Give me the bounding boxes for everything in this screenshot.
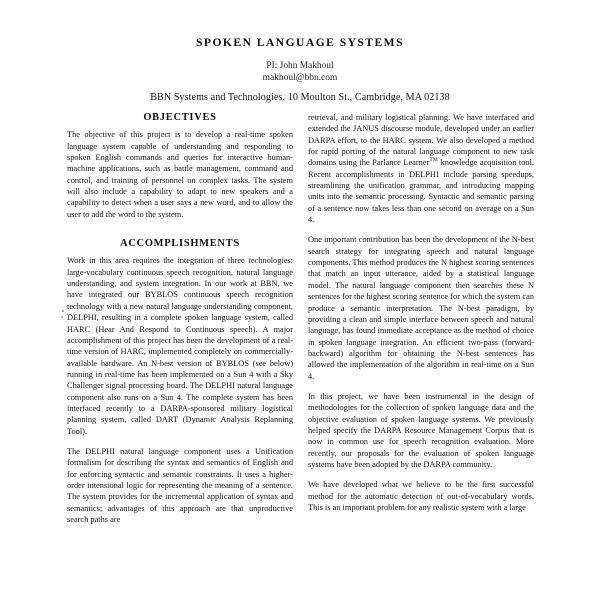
author-block (0, 60, 600, 85)
scan-artifact-speck-secondary (61, 316, 63, 318)
trademark-symbol: TM (429, 157, 439, 164)
column-right (308, 112, 534, 513)
right-paragraph-4: We have developed what we believe to be the first successful method for the automatic detection of out-of-vocabulary words. This is an important problem for any realistic system with a large (308, 480, 534, 512)
right-paragraph-1 (308, 112, 534, 225)
objectives-paragraph-1: The objective of this project is to develop a real-time spoken language system capable of understanding and responding to spoken English commands and queries for interactive human-machine applications, such as battle management, command and control, and training of personnel on complex tasks. The system will also include a capability to adapt to new speakers and a capability to detect when a user says a new word, and to allow the user to add the word to the system. (67, 130, 293, 219)
right-paragraph-3: In this project, we have been instrumental in the design of methodologies for the collection of spoken language data and the objective evaluation of spoken language systems. We previously helped specify the DARPA Resource Management Corpus that is now in common use for speech recognition evaluation. More recently, our proposals for the evaluation of spoken language systems have been adopted by the DARPA community. (308, 391, 534, 469)
right-paragraph-1-text-before-trademark: retrieval, and military logistical planning. We have interfaced and extended the JANUS discourse module, developed under an earlier DARPA effort, to the HARC system. We also developed a method for rapid porting of the natural language component to new task domains using the Parlance Learner (308, 113, 534, 168)
column-left (67, 112, 293, 525)
accomplishments-paragraph-1: Work in this area requires the integration of three technologies: large-vocabulary continuous speech recognition, natural language understanding, and system integration. In our work at BBN, we have integrated our BYBLOS continuous speech recognition technology with a new natural language understanding component, DELPHI, resulting in a complete spoken language system, called HARC (Hear And Respond to Continuous speech). A major accomplishment of this project has been the development of a real-time version of HARC, implemented completely on commercially-available hardware. An N-best version of BYBLOS (see below) running in real-time has been implemented on a Sun 4 with a Sky Challenger signal processing board. The DELPHI natural language component also runs on a Sun 4. The complete system has been interfaced recently to a DARPA-sponsored military logistical planning system, called DART (Dynamic Analysis Replanning Tool). (67, 256, 293, 436)
accomplishments-paragraph-2: The DELPHI natural language component uses a Unification formalism for describing the syntax and semantics of English and for enforcing syntactic and semantic constraints. It uses a higher-order intensional logic for representing the meaning of a sentence. The system provides for the incremental application of syntax and semantics; advantages of this approach are that unproductive search paths are (67, 446, 293, 524)
page-title: SPOKEN LANGUAGE SYSTEMS (196, 36, 404, 49)
scan-artifact-speck (62, 310, 64, 312)
section-heading-accomplishments: ACCOMPLISHMENTS (120, 238, 240, 250)
right-paragraph-2: One important contribution has been the development of the N-best search strategy for integrating speech and natural language components. This method produces the N highest scoring sentences that match an input utterance, aided by a statistical language model. The natural language component then searches these N sentences for the highest scoring sentence for which the system can produce a semantic interpretation. The N-best paradigm, by providing a clean and simple interface between speech and natural language, has found immediate acceptance as the method of choice in spoken language integration. An efficient two-pass (forward-backward) algorithm for obtaining the N-best sentences has allowed the implementation of the algorithm in real-time on a Sun 4. (308, 235, 534, 381)
affiliation-line: BBN Systems and Technologies, 10 Moulton St., Cambridge, MA 02138 (150, 92, 450, 103)
author-email: makhoul@bbn.com (262, 73, 338, 84)
right-paragraph-1-text-after-trademark: knowledge acquisition tool. Recent accomplishments in DELPHI include parsing speedups, streamlining the unification grammar, and introducing mapping units into the semantic processing. Syntactic and semantic parsing of a sentence now takes less than one second on average on a Sun 4. (308, 158, 534, 225)
principal-investigator: PI: John Makhoul (266, 61, 334, 71)
section-heading-objectives: OBJECTIVES (143, 112, 217, 123)
